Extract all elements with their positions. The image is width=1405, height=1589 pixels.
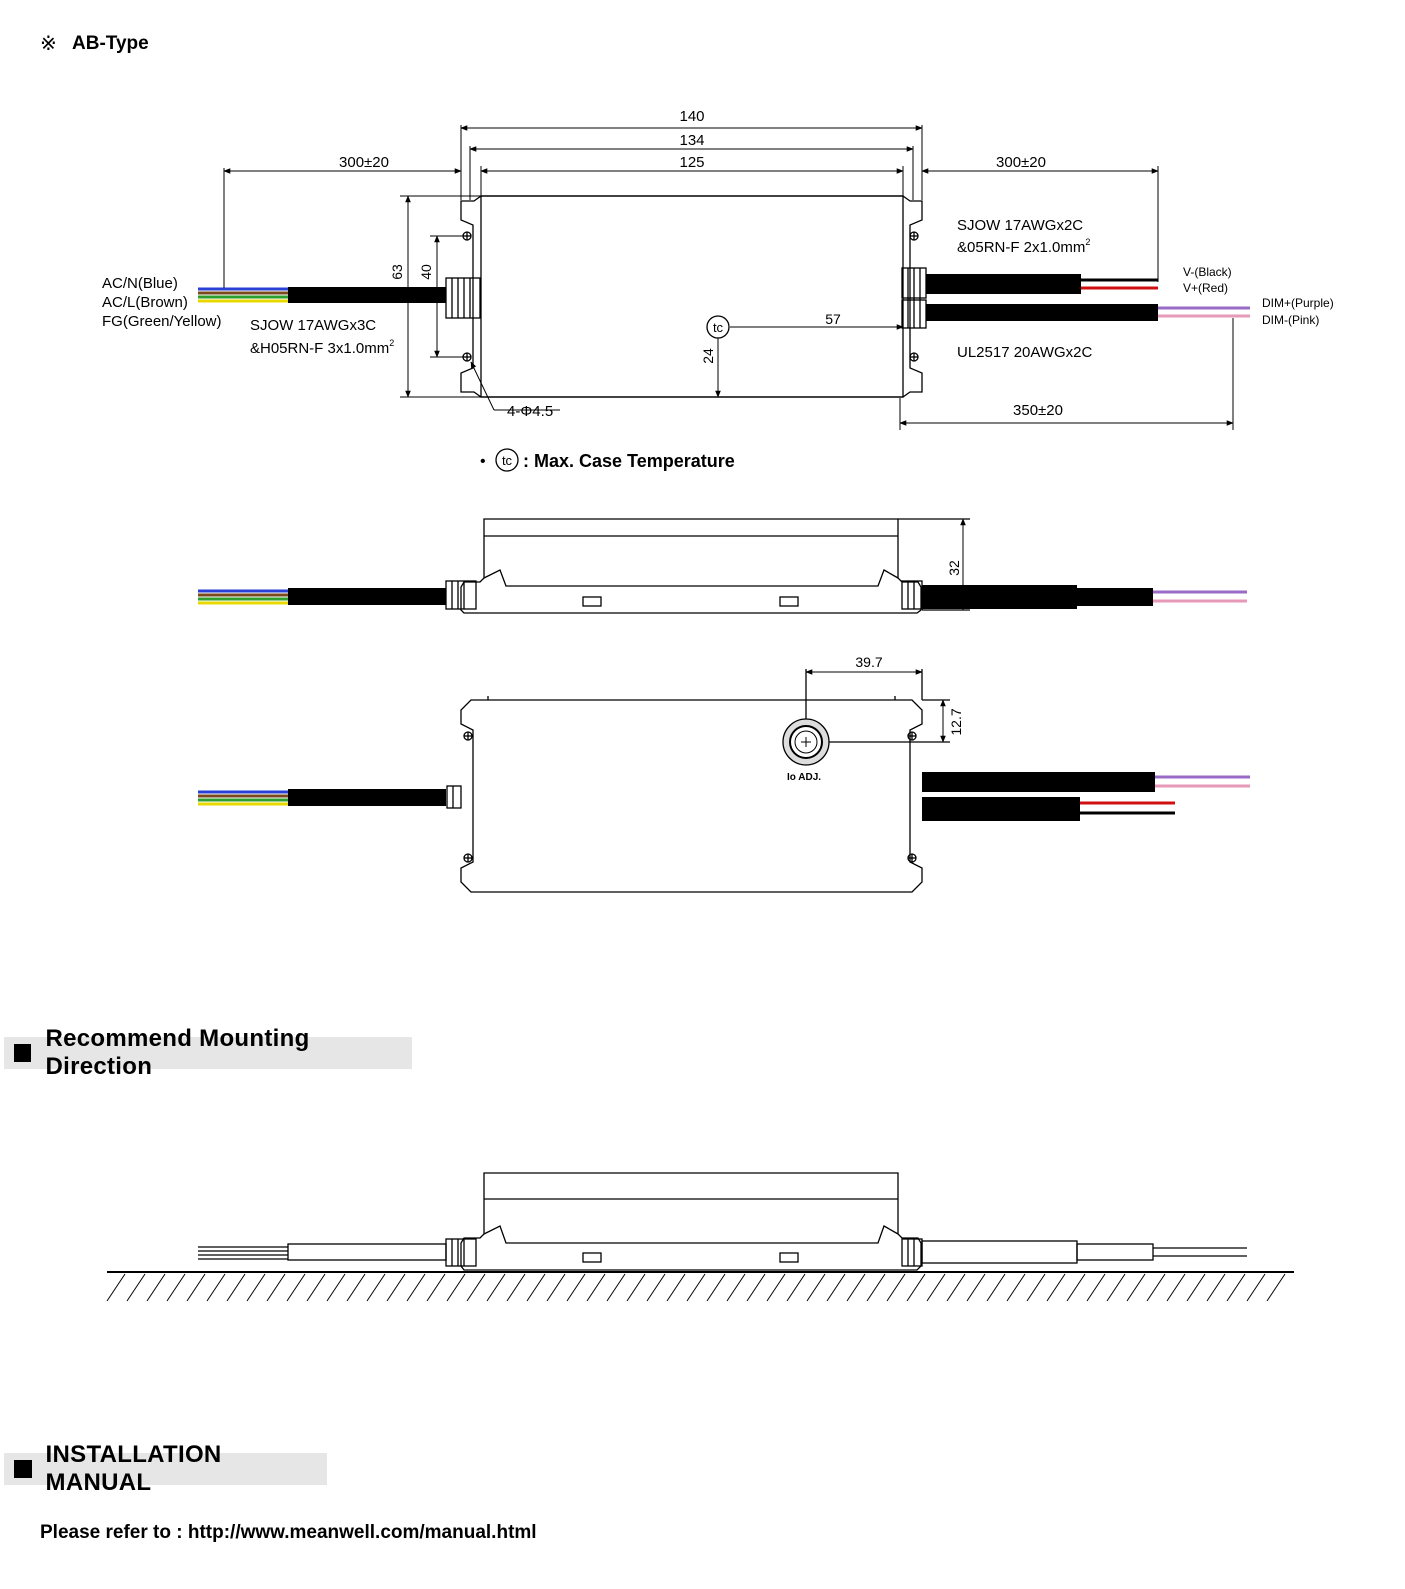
heading-symbol: ※ bbox=[40, 33, 57, 55]
tc-note-bullet: • bbox=[480, 453, 486, 470]
hatch-line bbox=[967, 1274, 985, 1301]
mounting-view bbox=[107, 1173, 1294, 1272]
top-dim-cable bbox=[926, 304, 1250, 321]
hatch-line bbox=[1247, 1274, 1265, 1301]
hatch-line bbox=[107, 1274, 125, 1301]
installation-section-title: INSTALLATION MANUAL bbox=[45, 1441, 222, 1496]
top-output-cable bbox=[926, 274, 1158, 294]
hatch-line bbox=[1067, 1274, 1085, 1301]
dim-adj-y: 12.7 bbox=[948, 708, 964, 736]
hatch-line bbox=[347, 1274, 365, 1301]
dim-cable-spec: UL2517 20AWGx2C bbox=[957, 344, 1093, 361]
tc-marker-label: tc bbox=[712, 320, 724, 335]
bottom-view bbox=[447, 669, 950, 892]
top-input-cable bbox=[198, 287, 446, 303]
hatch-line bbox=[147, 1274, 165, 1301]
hatch-line bbox=[567, 1274, 585, 1301]
hatch-line bbox=[1227, 1274, 1245, 1301]
hatch-line bbox=[227, 1274, 245, 1301]
hatch-line bbox=[847, 1274, 865, 1301]
hatch-line bbox=[127, 1274, 145, 1301]
dim-tc-y: 24 bbox=[700, 348, 716, 364]
hatch-line bbox=[327, 1274, 345, 1301]
housing-outline bbox=[461, 196, 922, 397]
hatch-line bbox=[987, 1274, 1005, 1301]
dim-body: 125 bbox=[679, 154, 705, 171]
dim-dim-cable: 350±20 bbox=[1013, 402, 1063, 419]
hatch-line bbox=[1007, 1274, 1025, 1301]
input-wire-2: AC/L(Brown) bbox=[102, 294, 188, 311]
input-cable-spec-2: &H05RN-F $3x1.0mm^2$ bbox=[250, 338, 395, 357]
hatch-line bbox=[247, 1274, 265, 1301]
dim-adj-x: 39.7 bbox=[855, 654, 883, 670]
hatch-line bbox=[747, 1274, 765, 1301]
mounting-section-header bbox=[4, 1025, 412, 1080]
hatch-line bbox=[407, 1274, 425, 1301]
installation-section-header bbox=[4, 1441, 327, 1496]
hatch-line bbox=[1127, 1274, 1145, 1301]
hatch-line bbox=[1027, 1274, 1045, 1301]
hatch-line bbox=[587, 1274, 605, 1301]
hatch-line bbox=[207, 1274, 225, 1301]
dim-right-cable: 300±20 bbox=[996, 154, 1046, 171]
dim-inner-height: 40 bbox=[418, 264, 434, 280]
hatch-line bbox=[167, 1274, 185, 1301]
hatch-line bbox=[907, 1274, 925, 1301]
dim-tc-x: 57 bbox=[825, 311, 841, 327]
hatch-line bbox=[447, 1274, 465, 1301]
hatch-line bbox=[1047, 1274, 1065, 1301]
hatch-line bbox=[647, 1274, 665, 1301]
output-cable-spec-1: SJOW 17AWGx2C bbox=[957, 217, 1084, 234]
hatch-line bbox=[1167, 1274, 1185, 1301]
hatch-line bbox=[687, 1274, 705, 1301]
hatch-line bbox=[827, 1274, 845, 1301]
dim-left-cable: 300±20 bbox=[339, 154, 389, 171]
hatch-line bbox=[367, 1274, 385, 1301]
hatch-line bbox=[287, 1274, 305, 1301]
input-wire-1: AC/N(Blue) bbox=[102, 275, 178, 292]
installation-reference: Please refer to : http://www.meanwell.com/manual.html bbox=[40, 1522, 537, 1543]
hatch-line bbox=[547, 1274, 565, 1301]
hatch-line bbox=[307, 1274, 325, 1301]
hatch-line bbox=[767, 1274, 785, 1301]
hatch-line bbox=[507, 1274, 525, 1301]
output-wire-1: V-(Black) bbox=[1183, 265, 1232, 279]
dim-overall: 140 bbox=[679, 108, 705, 125]
hatch-line bbox=[887, 1274, 905, 1301]
hatch-line bbox=[627, 1274, 645, 1301]
top-view bbox=[446, 196, 926, 397]
side-view bbox=[446, 519, 970, 613]
mounting-section-title: Recommend Mounting Direction bbox=[45, 1025, 310, 1080]
input-wire-3: FG(Green/Yellow) bbox=[102, 313, 222, 330]
hatch-line bbox=[1187, 1274, 1205, 1301]
hatch-line bbox=[667, 1274, 685, 1301]
side-cables bbox=[198, 585, 1247, 609]
hatch-line bbox=[187, 1274, 205, 1301]
output-cable-spec-2: &05RN-F $2x1.0mm^2$ bbox=[957, 237, 1091, 256]
ground-hatch bbox=[107, 1274, 1285, 1301]
hatch-line bbox=[527, 1274, 545, 1301]
hatch-line bbox=[1107, 1274, 1125, 1301]
output-wire-2: V+(Red) bbox=[1183, 281, 1229, 295]
adj-potentiometer-icon bbox=[783, 719, 829, 765]
input-cable-spec-1: SJOW 17AWGx3C bbox=[250, 317, 377, 334]
hatch-line bbox=[1087, 1274, 1105, 1301]
hatch-line bbox=[387, 1274, 405, 1301]
dim-mount: 134 bbox=[679, 132, 705, 149]
hatch-line bbox=[807, 1274, 825, 1301]
hatch-line bbox=[1267, 1274, 1285, 1301]
hatch-line bbox=[947, 1274, 965, 1301]
dim-wire-1: DIM+(Purple) bbox=[1262, 296, 1334, 310]
tc-note-text: : Max. Case Temperature bbox=[523, 451, 735, 471]
section-square-icon bbox=[14, 1460, 32, 1478]
section-square-icon bbox=[14, 1044, 31, 1062]
hatch-line bbox=[867, 1274, 885, 1301]
hatch-line bbox=[1147, 1274, 1165, 1301]
hatch-line bbox=[707, 1274, 725, 1301]
hatch-line bbox=[927, 1274, 945, 1301]
hatch-line bbox=[727, 1274, 745, 1301]
hatch-line bbox=[607, 1274, 625, 1301]
mounting-holes bbox=[463, 232, 918, 361]
hatch-line bbox=[427, 1274, 445, 1301]
tc-note-symbol: tc bbox=[501, 453, 513, 468]
hatch-line bbox=[267, 1274, 285, 1301]
heading-title: AB-Type bbox=[72, 33, 149, 54]
dim-height: 63 bbox=[389, 264, 405, 280]
dim-depth: 32 bbox=[946, 560, 962, 576]
hatch-line bbox=[1207, 1274, 1225, 1301]
adj-label: Io ADJ. bbox=[787, 772, 822, 783]
housing-body bbox=[481, 196, 903, 397]
left-gland bbox=[446, 278, 480, 318]
dim-wire-2: DIM-(Pink) bbox=[1262, 313, 1320, 327]
hatch-line bbox=[487, 1274, 505, 1301]
hatch-line bbox=[467, 1274, 485, 1301]
hatch-line bbox=[787, 1274, 805, 1301]
hole-spec: 4-Φ4.5 bbox=[507, 403, 554, 420]
bottom-cables bbox=[198, 772, 1250, 821]
